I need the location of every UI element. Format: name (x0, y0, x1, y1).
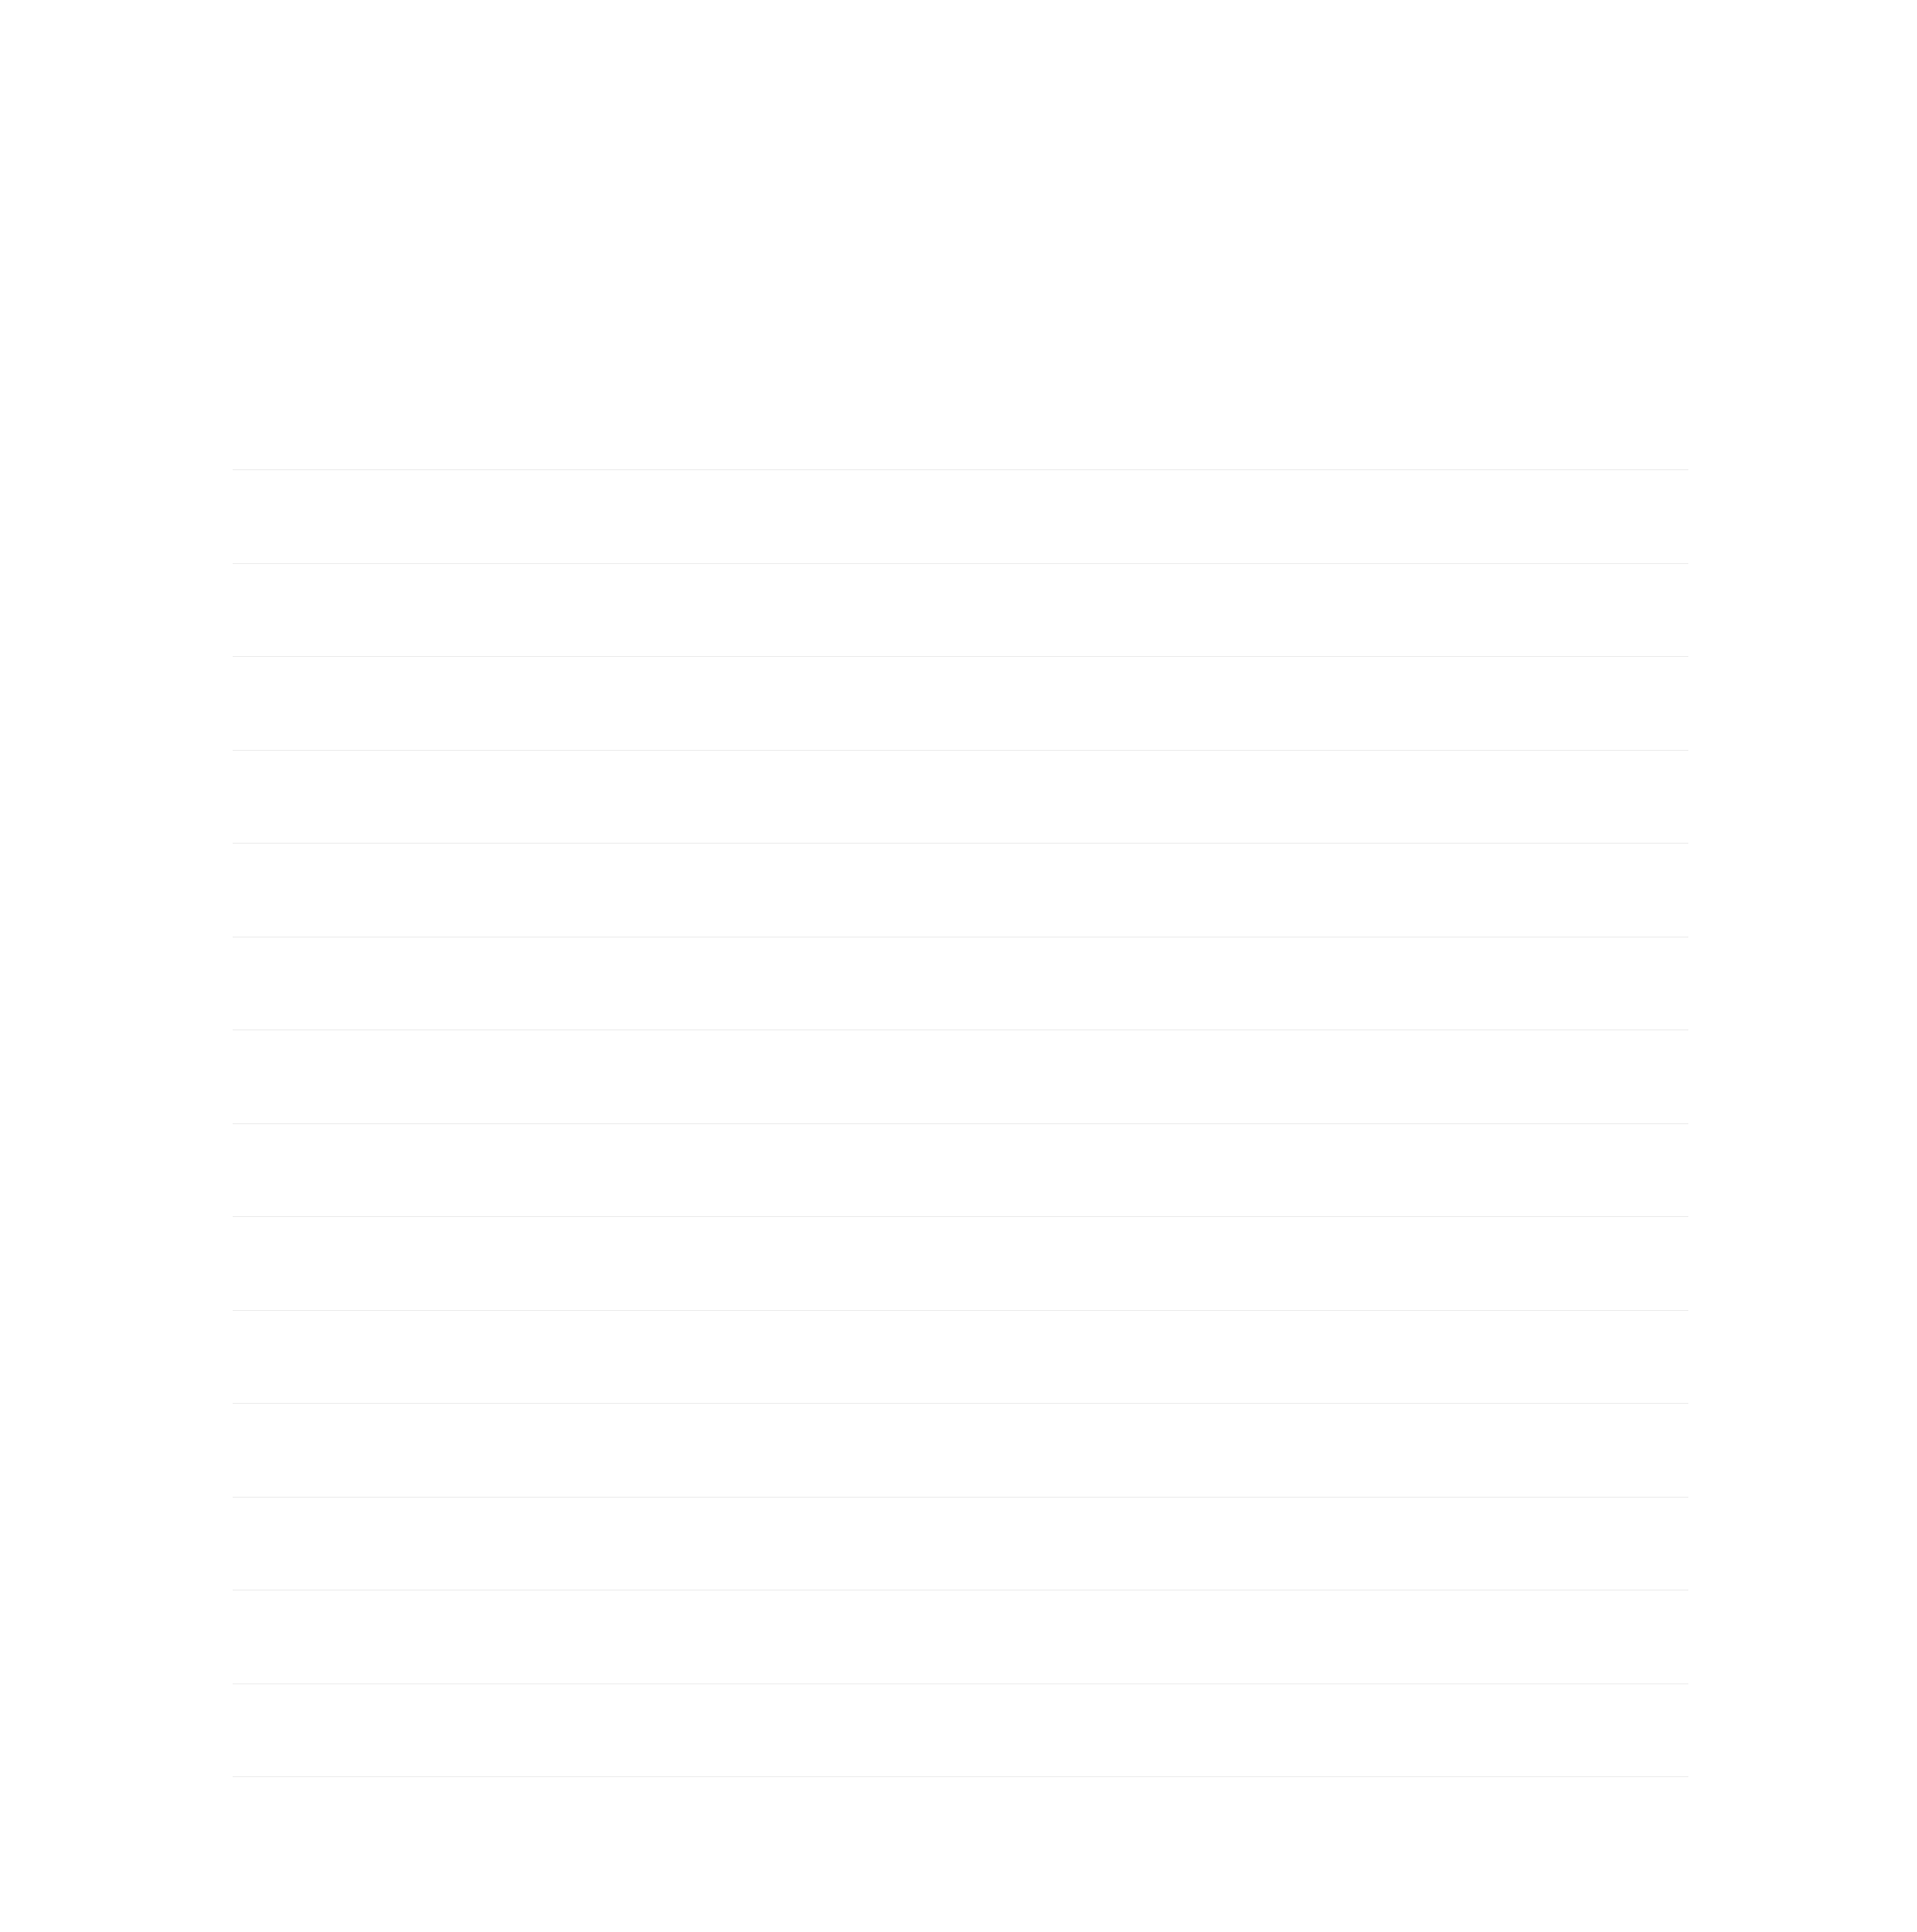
ruled-lines-area (233, 469, 1688, 1777)
ruled-line (233, 1029, 1688, 1030)
ruled-line (233, 1590, 1688, 1591)
ruled-line (233, 656, 1688, 657)
ruled-line (233, 1310, 1688, 1311)
ruled-line (233, 1776, 1688, 1777)
ruled-line (233, 469, 1688, 470)
ruled-line (233, 1123, 1688, 1124)
blank-header-area (0, 0, 1917, 459)
ruled-line (233, 1216, 1688, 1217)
ruled-line (233, 750, 1688, 751)
ruled-line (233, 1403, 1688, 1404)
ruled-line (233, 843, 1688, 844)
ruled-line (233, 1683, 1688, 1684)
ruled-line (233, 563, 1688, 564)
ruled-line (233, 937, 1688, 938)
ruled-line (233, 1497, 1688, 1498)
